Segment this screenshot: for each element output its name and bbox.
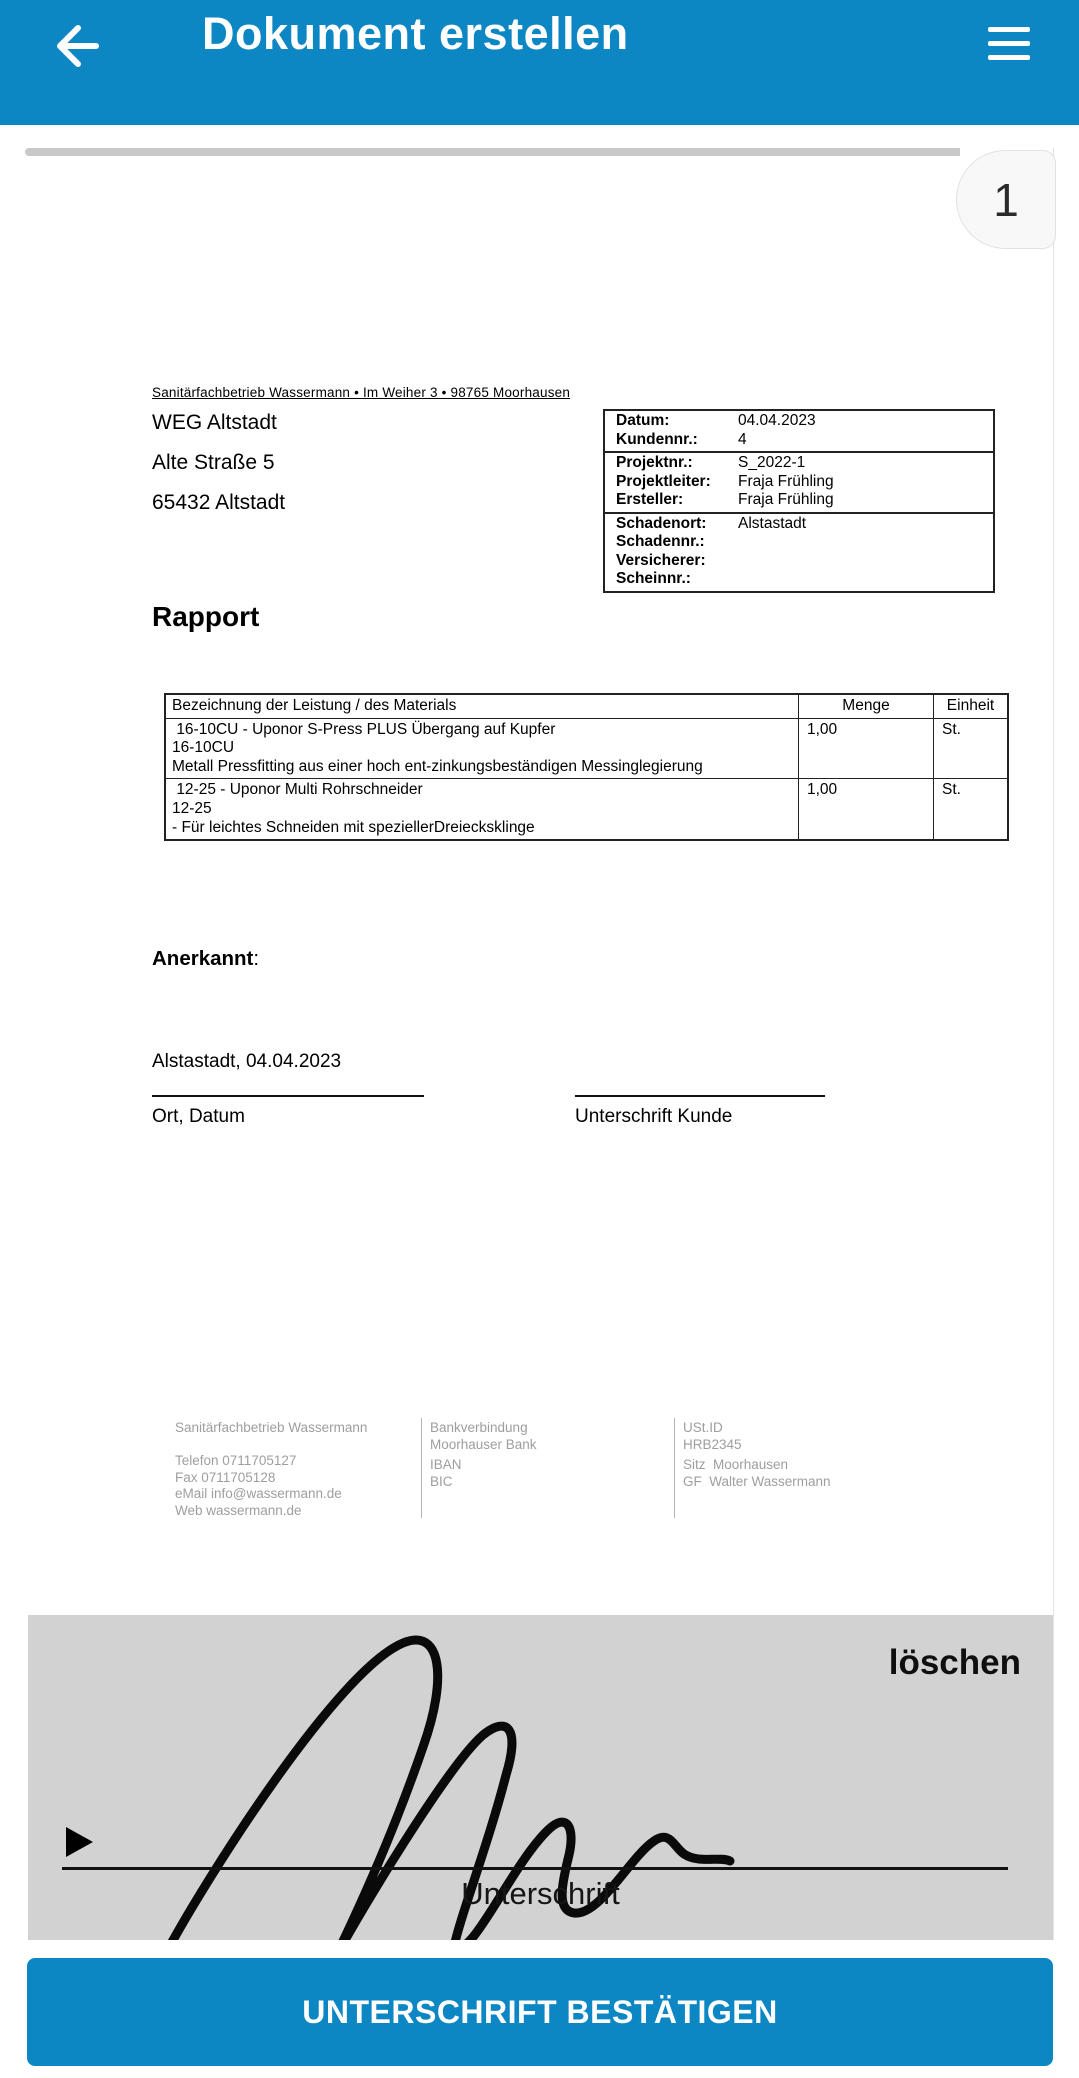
signature-baseline <box>62 1867 1008 1870</box>
info-value: Alstastadt <box>738 514 807 532</box>
back-arrow-icon <box>44 14 104 74</box>
info-label: Datum: <box>616 412 670 429</box>
info-label: Ersteller: <box>616 491 684 508</box>
back-button[interactable] <box>44 14 104 74</box>
menu-icon <box>988 55 1030 60</box>
acknowledged-word: Anerkannt <box>152 947 254 970</box>
info-label: Projektnr.: <box>616 454 693 471</box>
top-app-bar <box>0 0 1079 125</box>
item-quantity: 1,00 <box>798 719 933 779</box>
document-info-table <box>603 409 995 593</box>
info-group <box>605 512 993 591</box>
sender-address-line: Sanitärfachbetrieb Wassermann • Im Weiher 3 • 98765 Moorhausen <box>152 385 571 400</box>
footer-divider <box>421 1418 422 1518</box>
info-value: S_2022-1 <box>738 454 806 471</box>
footer-line: Sitz Moorhausen <box>683 1457 789 1472</box>
footer-line: HRB2345 <box>683 1436 742 1452</box>
page-title: Dokument erstellen <box>202 8 629 59</box>
footer-line: GF Walter Wassermann <box>683 1473 831 1489</box>
footer-column-company <box>175 1420 367 1519</box>
item-quantity: 1,00 <box>798 779 933 839</box>
table-row <box>166 778 1007 839</box>
signature-line-left <box>152 1095 424 1097</box>
column-header: Bezeichnung der Leistung / des Materials <box>172 697 457 714</box>
info-group <box>605 451 993 512</box>
place-date-caption: Ort, Datum <box>152 1106 245 1127</box>
footer-line: BIC <box>430 1473 453 1489</box>
place-date-text: Alstastadt, 04.04.2023 <box>152 1051 342 1072</box>
info-value: 4 <box>738 430 747 448</box>
item-description-line: 16-10CU <box>172 739 235 757</box>
item-unit: St. <box>933 779 1007 839</box>
customer-signature-caption: Unterschrift Kunde <box>575 1106 733 1127</box>
footer-divider <box>674 1418 675 1518</box>
footer-line: eMail info@wassermann.de <box>175 1486 342 1501</box>
table-row <box>166 718 1007 779</box>
page-number-badge: 1 <box>956 150 1056 249</box>
footer-column-bank <box>430 1420 537 1490</box>
info-label: Schadennr.: <box>616 533 705 550</box>
acknowledged-colon: : <box>253 947 260 970</box>
item-description-line: 16-10CU - Uponor S-Press PLUS Übergang auf Kupfer <box>172 720 556 738</box>
footer-column-legal <box>683 1420 831 1490</box>
recipient-line: 65432 Altstadt <box>152 491 286 514</box>
item-description-line: 12-25 - Uponor Multi Rohrschneider <box>172 781 423 799</box>
info-label: Scheinnr.: <box>616 570 691 587</box>
footer-line <box>175 1437 367 1454</box>
recipient-line: Alte Straße 5 <box>152 451 275 474</box>
signature-pad[interactable] <box>28 1615 1053 1940</box>
items-table <box>164 693 1009 841</box>
play-triangle-icon <box>66 1827 93 1857</box>
info-group <box>605 411 993 451</box>
clear-signature-button[interactable]: löschen <box>888 1643 1021 1682</box>
hamburger-menu-button[interactable] <box>988 20 1040 66</box>
column-header: Menge <box>798 695 933 718</box>
info-label: Versicherer: <box>616 551 706 569</box>
page-top-edge <box>25 148 960 156</box>
footer-line: IBAN <box>430 1457 462 1472</box>
info-value: 04.04.2023 <box>738 412 816 429</box>
footer-line: USt.ID <box>683 1420 723 1435</box>
footer-line: Fax 0711705128 <box>175 1469 276 1485</box>
info-value: Fraja Frühling <box>738 472 834 490</box>
footer-line: Moorhauser Bank <box>430 1436 537 1452</box>
items-table-header-row <box>166 695 1007 718</box>
item-description-line: Metall Pressfitting aus einer hoch ent-zinkungsbeständigen Messinglegierung <box>172 757 703 775</box>
info-value <box>738 552 993 571</box>
menu-icon <box>988 41 1030 46</box>
acknowledged-label <box>152 947 259 971</box>
info-value: Fraja Frühling <box>738 491 834 508</box>
info-label: Kundennr.: <box>616 430 698 448</box>
recipient-line: WEG Altstadt <box>152 411 277 434</box>
item-description-line: - Für leichtes Schneiden mit speziellerDreiecksklinge <box>172 818 535 836</box>
info-value <box>738 533 993 552</box>
footer-line: Bankverbindung <box>430 1420 528 1435</box>
signature-caption: Unterschrift <box>461 1876 620 1911</box>
footer-line: Telefon 0711705127 <box>175 1453 297 1468</box>
info-value <box>738 570 993 589</box>
document-title: Rapport <box>152 601 260 632</box>
info-label: Schadenort: <box>616 514 707 532</box>
column-header: Einheit <box>933 695 1007 718</box>
item-description-line: 12-25 <box>172 799 212 817</box>
info-label: Projektleiter: <box>616 472 711 490</box>
confirm-signature-button[interactable]: UNTERSCHRIFT BESTÄTIGEN <box>27 1958 1053 2066</box>
item-unit: St. <box>933 719 1007 779</box>
footer-line: Sanitärfachbetrieb Wassermann <box>175 1420 368 1435</box>
signature-line-right <box>575 1095 825 1097</box>
menu-icon <box>988 27 1030 32</box>
footer-line: Web wassermann.de <box>175 1502 302 1518</box>
